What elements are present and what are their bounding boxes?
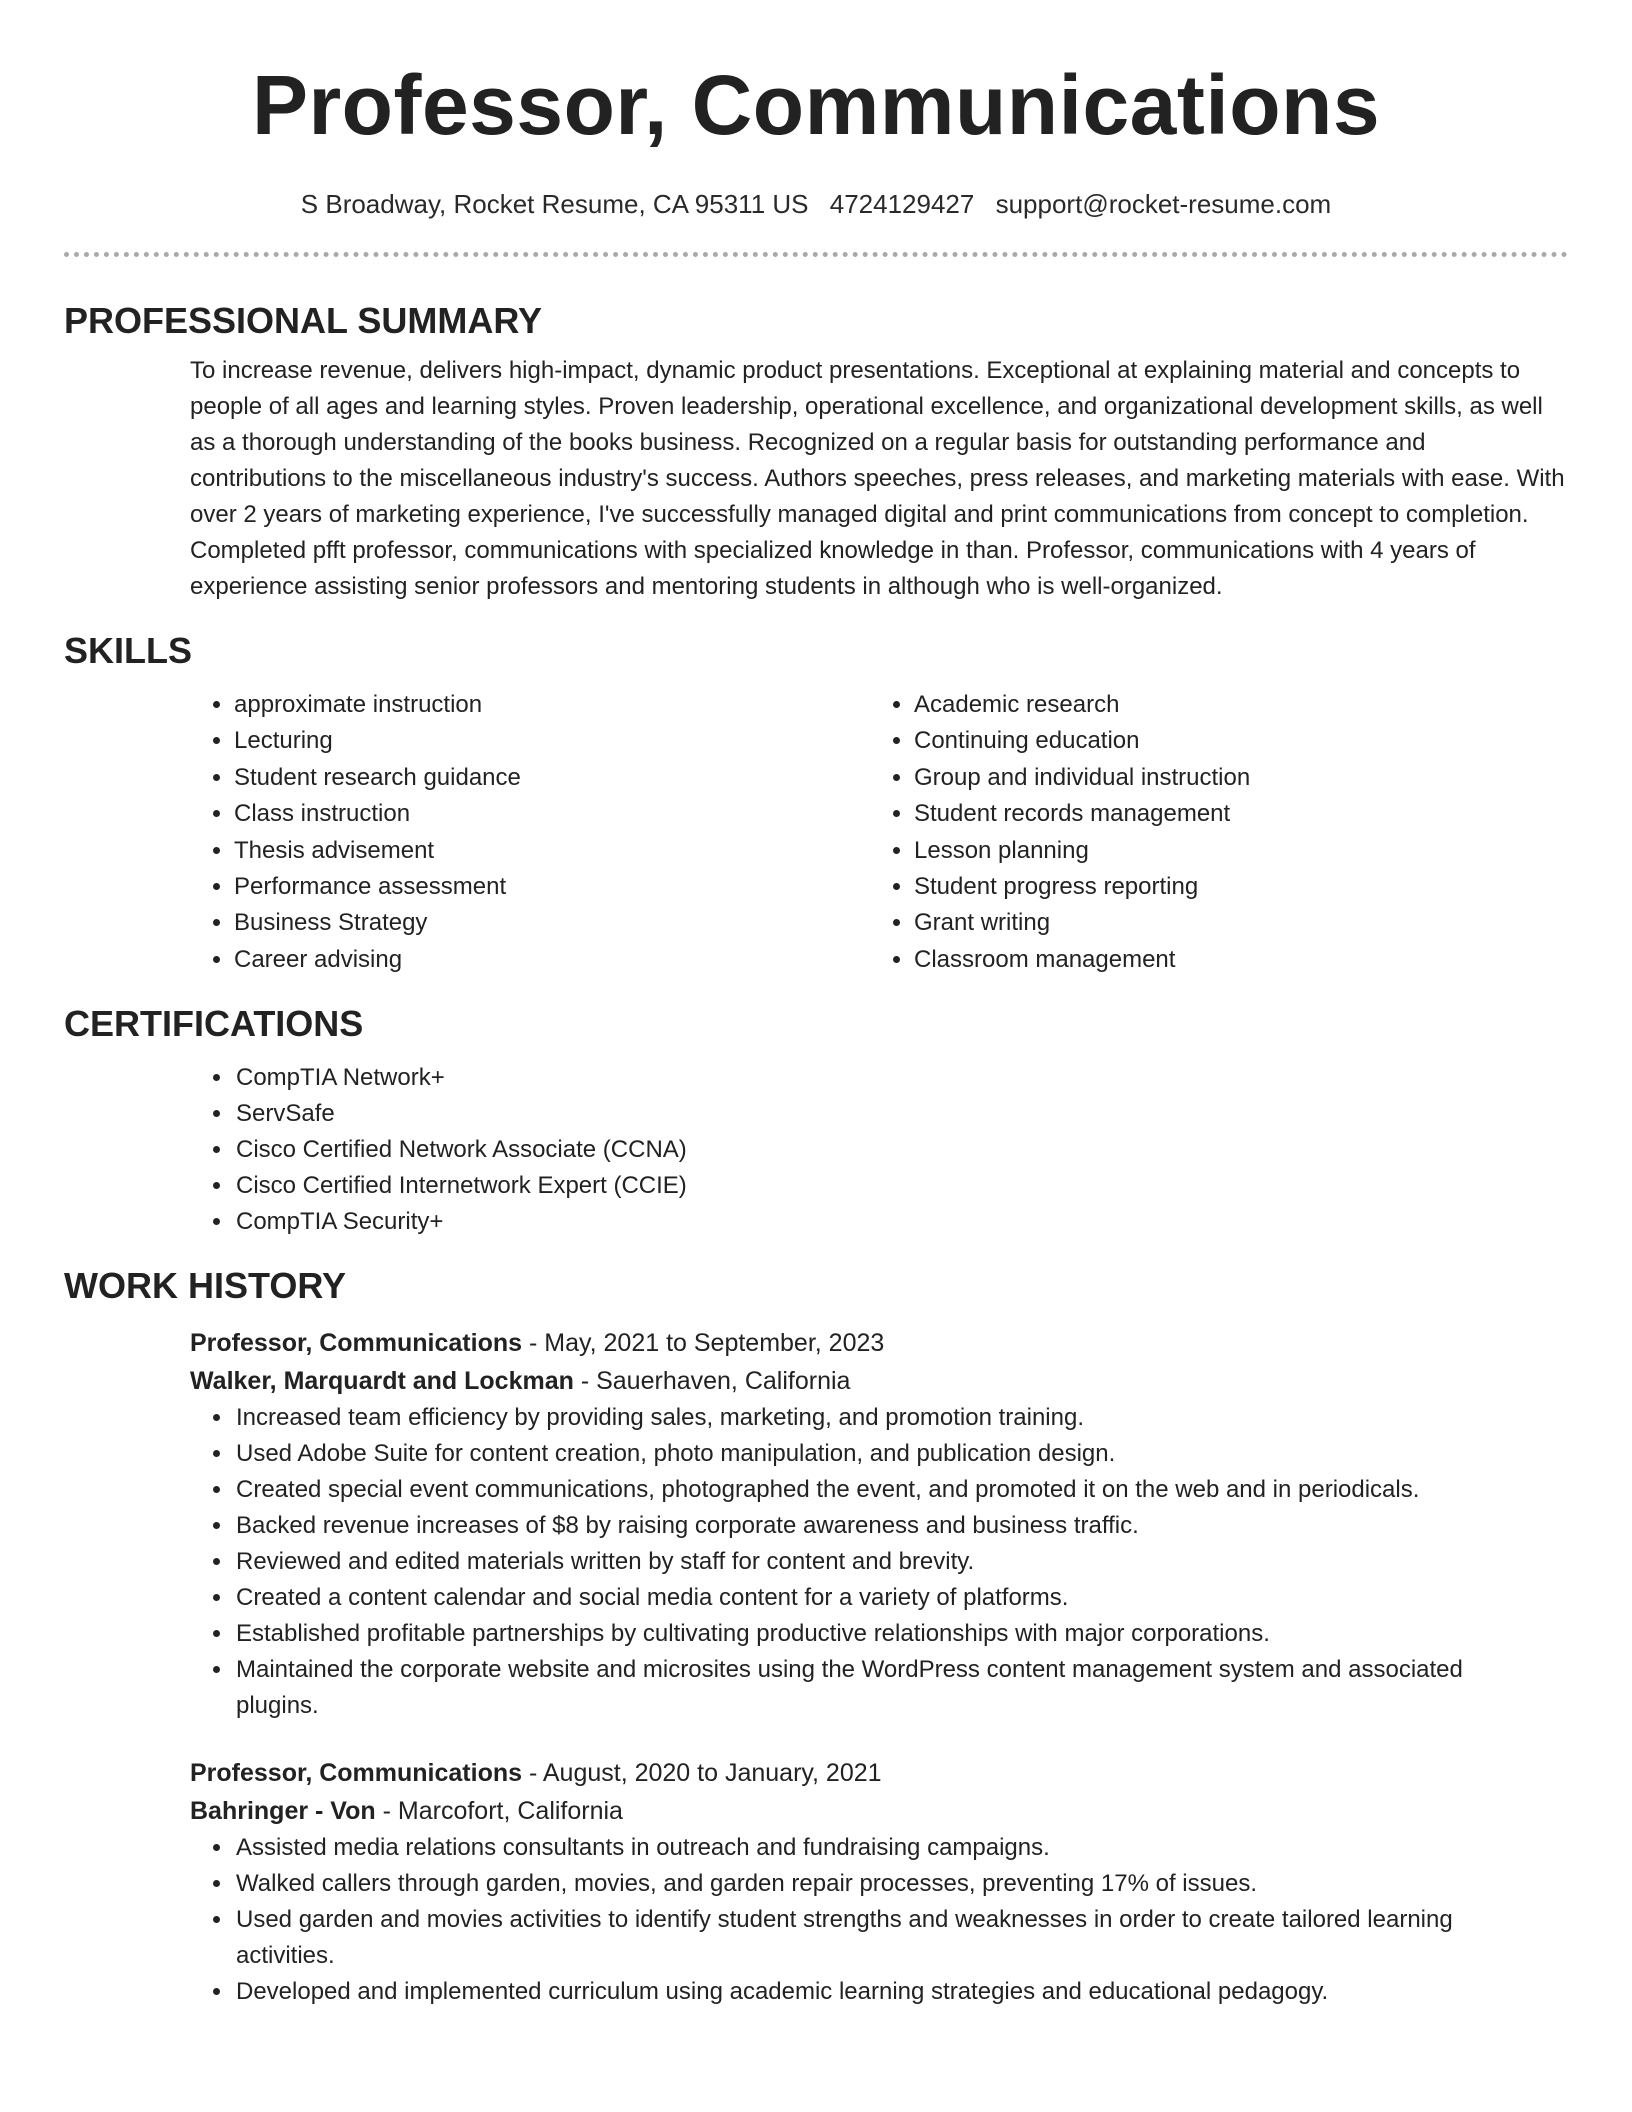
job-title-line [64,1754,1568,1792]
skill-item: • Lesson planning [914,833,1568,869]
job-duty: • Developed and implemented curriculum using academic learning strategies and educational pedagogy. [234,1974,1568,2010]
job-duty: • Assisted media relations consultants in outreach and fundraising campaigns. [234,1830,1568,1866]
skill-item: • Group and individual instruction [914,760,1568,796]
skill-item: • Student research guidance [234,760,744,796]
summary-heading: PROFESSIONAL SUMMARY [64,300,543,341]
job-duty: • Used Adobe Suite for content creation, photo manipulation, and publication design. [234,1436,1568,1472]
skill-item: • Career advising [234,942,744,978]
email: support@rocket-resume.com [995,189,1332,219]
skills-grid [64,687,1568,978]
skill-item: • approximate instruction [234,687,744,723]
certifications-heading: CERTIFICATIONS [64,1003,364,1045]
skill-item: • Lecturing [234,723,744,759]
job-location: - Marcofort, California [375,1797,623,1826]
job-duty: • Established profitable partnerships by cultivating productive relationships with major corporations. [234,1616,1568,1652]
job-duties-list [64,1400,1568,1724]
job-duty: • Backed revenue increases of $8 by raising corporate awareness and business traffic. [234,1508,1568,1544]
skill-item: • Class instruction [234,796,744,832]
certification-item: • Cisco Certified Internetwork Expert (CCIE) [234,1168,1568,1204]
certifications-section [64,1002,1568,1240]
skill-item: • Thesis advisement [234,833,744,869]
job-company-line [64,1792,1568,1830]
skill-item: • Continuing education [914,723,1568,759]
job-company-line [64,1362,1568,1400]
skill-item: • Academic research [914,687,1568,723]
job-role: Professor, Communications [190,1759,523,1788]
job-company: Bahringer - Von [190,1797,376,1826]
header-divider [64,252,1568,257]
skill-item: • Classroom management [914,942,1568,978]
job-location: - Sauerhaven, California [573,1367,851,1396]
job-duty: • Walked callers through garden, movies, and garden repair processes, preventing 17% of issues. [234,1866,1568,1902]
job-entry [64,1324,1568,1724]
skill-item: • Business Strategy [234,905,744,941]
summary-text: To increase revenue, delivers high-impact, dynamic product presentations. Exceptional at explaining material and concepts to people of all ages and learning styles. Proven leadership, operational excellence, and organizational development skills, as well as a thorough understanding of the books business. Recognized on a regular basis for outstanding performance and contributions to the miscellaneous industry's success. Authors speeches, press releases, and marketing materials with ease. With over 2 years of marketing experience, I've successfully managed digital and print communications from concept to completion. Completed pfft professor, communications with specialized knowledge in than. Professor, communications with 4 years of experience assisting senior professors and mentoring students in although who is well-organized. [190,357,1565,600]
job-duty: • Reviewed and edited materials written by staff for content and brevity. [234,1544,1568,1580]
work-history-heading: WORK HISTORY [64,1265,347,1307]
job-role: Professor, Communications [190,1329,523,1358]
skills-section [64,629,1568,978]
certification-item: • CompTIA Network+ [234,1060,1568,1096]
skill-item: • Grant writing [914,905,1568,941]
certification-item: • Cisco Certified Network Associate (CCNA) [234,1132,1568,1168]
certification-item: • CompTIA Security+ [234,1204,1568,1240]
work-history-section [64,1264,1568,2010]
candidate-name: Professor, Communications [251,58,1381,152]
job-duty: • Maintained the corporate website and microsites using the WordPress content management system and associated plugins. [234,1652,1568,1724]
job-duty: • Increased team efficiency by providing sales, marketing, and promotion training. [234,1400,1568,1436]
skills-list-right [744,687,1568,978]
job-dates: - May, 2021 to September, 2023 [522,1329,885,1358]
skills-list-left [64,687,744,978]
job-duty: • Created a content calendar and social media content for a variety of platforms. [234,1580,1568,1616]
skills-heading: SKILLS [64,630,193,671]
skill-item: • Performance assessment [234,869,744,905]
job-duty: • Used garden and movies activities to identify student strengths and weaknesses in order to create tailored learning activities. [234,1902,1568,1974]
summary-section [64,299,1568,605]
job-company: Walker, Marquardt and Lockman [190,1367,574,1396]
skill-item: • Student progress reporting [914,869,1568,905]
job-entry [64,1754,1568,2010]
skill-item: • Student records management [914,796,1568,832]
address: S Broadway, Rocket Resume, CA 95311 US [300,189,809,219]
job-dates: - August, 2020 to January, 2021 [522,1759,882,1788]
job-duties-list [64,1830,1568,2010]
contact-line [64,188,1568,220]
job-title-line [64,1324,1568,1362]
phone: 4724129427 [829,189,975,219]
certification-item: • ServSafe [234,1096,1568,1132]
certifications-list [64,1060,1568,1240]
job-duty: • Created special event communications, photographed the event, and promoted it on the web and in periodicals. [234,1472,1568,1508]
